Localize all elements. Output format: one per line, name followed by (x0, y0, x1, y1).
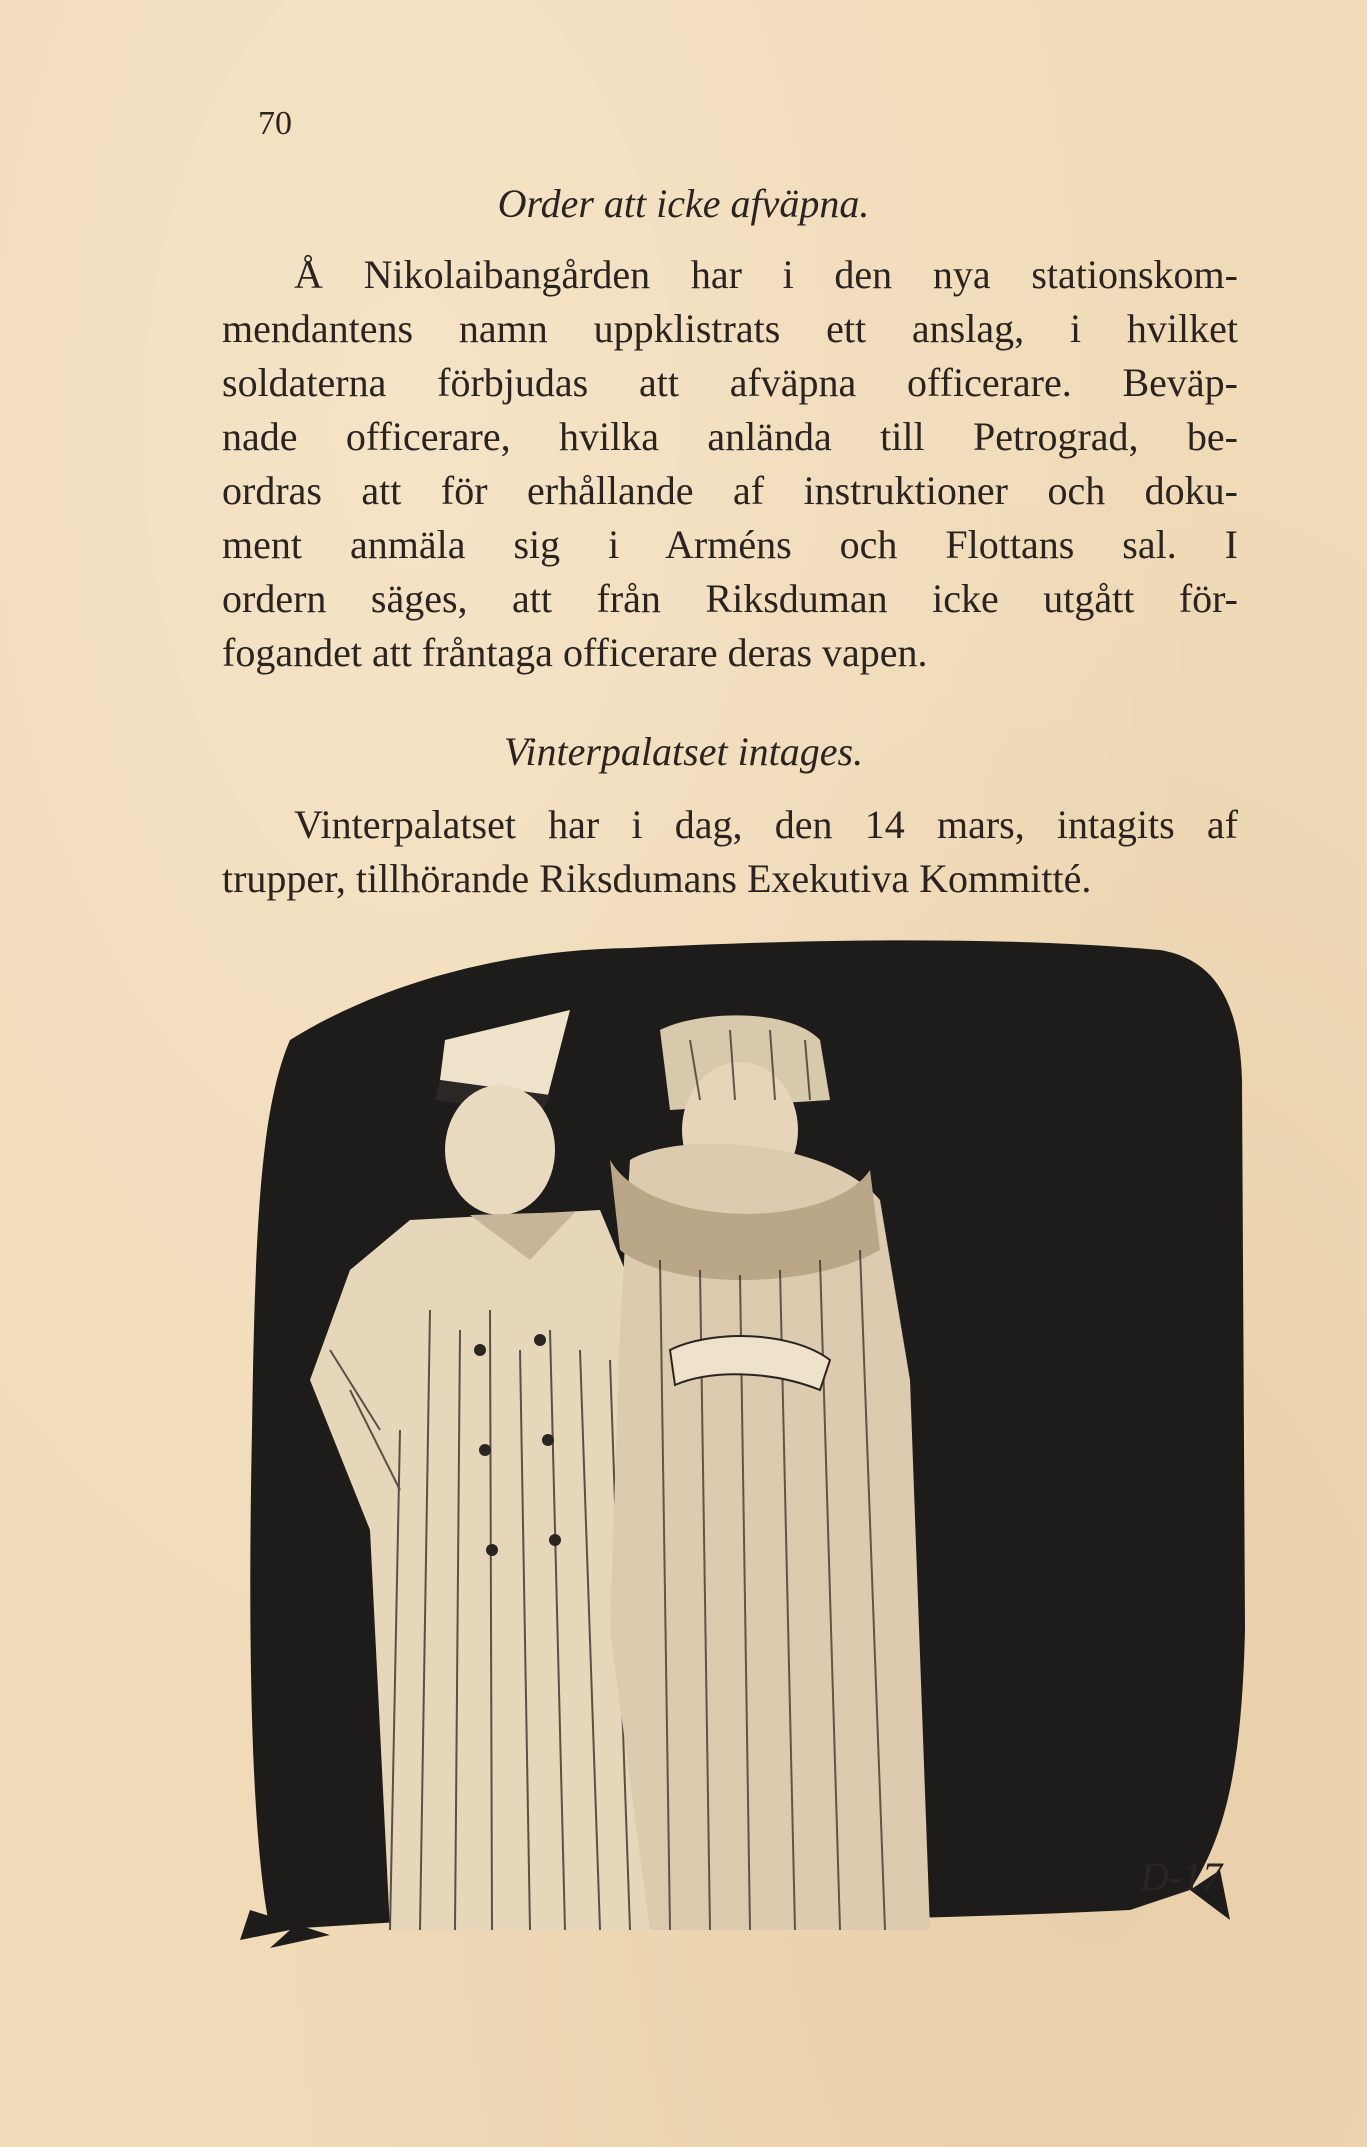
text-line: ordern säges, att från Riksduman icke utgått för- (222, 576, 1238, 621)
text-line: Å Nikolaibangården har i den nya stationskom- (294, 252, 1238, 297)
paragraph-order (222, 248, 1238, 680)
paragraph-vinterpalatset (222, 798, 1238, 906)
signature: D-17 (1140, 1854, 1223, 1899)
text-line: fogandet att fråntaga officerare deras vapen. (222, 630, 928, 675)
text-line: Vinterpalatset har i dag, den 14 mars, intagits af (294, 802, 1238, 847)
text-line: mendantens namn uppklistrats ett anslag, i hvilket (222, 306, 1238, 351)
section-heading-vinterpalatset: Vinterpalatset intages. (503, 729, 864, 774)
section-heading-order: Order att icke afväpna. (497, 181, 870, 226)
text-line: soldaterna förbjudas att afväpna officerare. Beväp- (222, 360, 1238, 405)
page-number: 70 (258, 105, 292, 142)
text-line: ment anmäla sig i Arméns och Flottans sal. I (222, 522, 1238, 567)
text-line: nade officerare, hvilka anlända till Petrograd, be- (222, 414, 1238, 459)
text-line: trupper, tillhörande Riksdumans Exekutiva Kommitté. (222, 856, 1092, 901)
text-line: ordras att för erhållande af instruktioner och doku- (222, 468, 1238, 513)
illustration-officer-and-man-in-fur (230, 930, 1255, 1950)
